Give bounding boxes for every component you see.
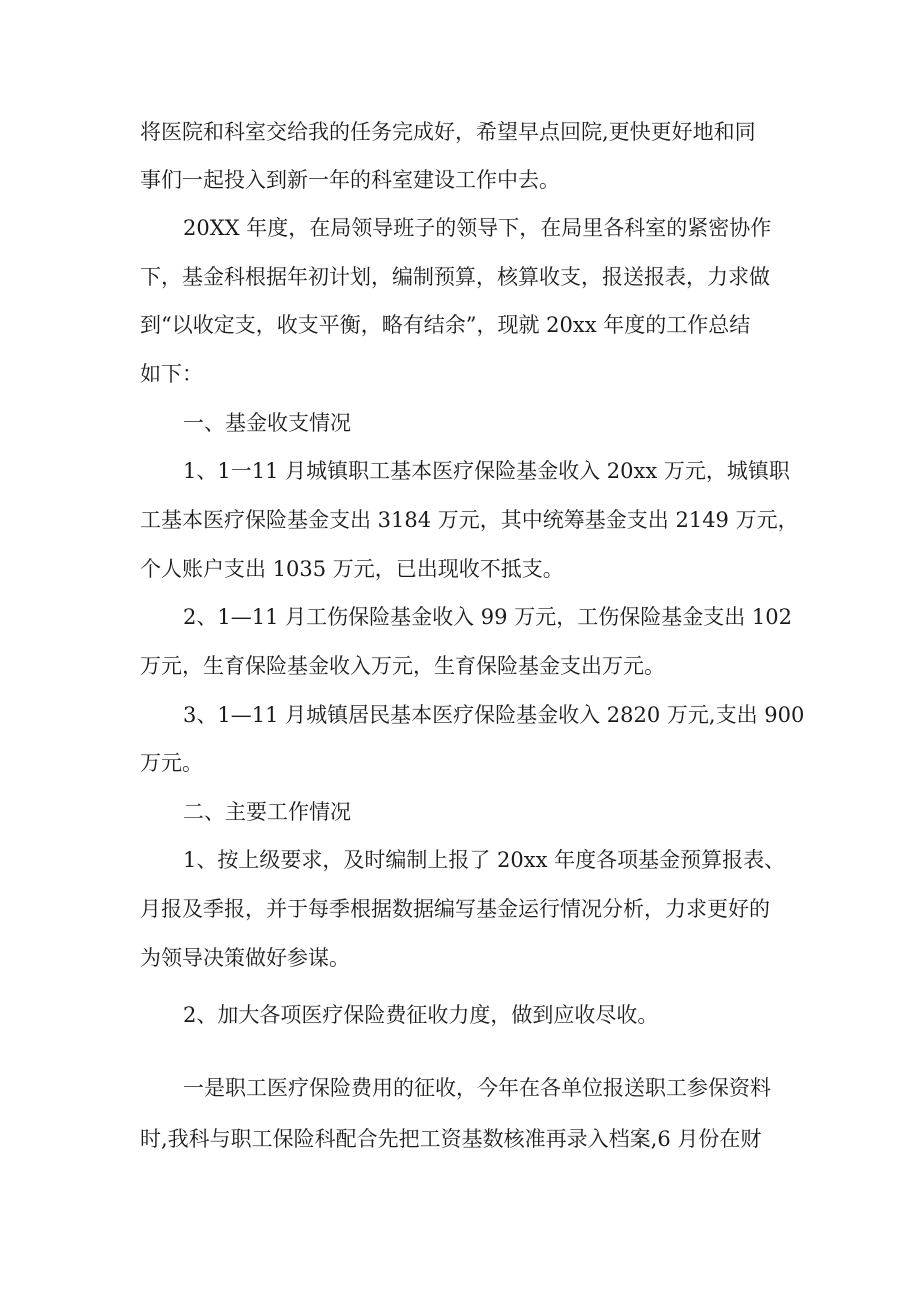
- text-line: 2、加大各项医疗保险费征收力度，做到应收尽收。: [183, 1003, 659, 1027]
- text-line: 一是职工医疗保险费用的征收，今年在各单位报送职工参保资料: [183, 1076, 771, 1100]
- text-line: 万元。: [140, 751, 203, 775]
- text-line: 个人账户支出 1035 万元，已出现收不抵支。: [140, 557, 564, 581]
- text-line: 时,我科与职工保险科配合先把工资基数核准再录入档案,6 月份在财: [140, 1127, 762, 1151]
- section-heading: 二、主要工作情况: [183, 800, 351, 824]
- text-line: 3、1—11 月城镇居民基本医疗保险基金收入 2820 万元,支出 900: [183, 703, 805, 727]
- text-line: 将医院和科室交给我的任务完成好，希望早点回院,更快更好地和同: [140, 120, 756, 144]
- text-line: 万元，生育保险基金收入万元，生育保险基金支出万元。: [140, 654, 665, 678]
- text-line: 2、1—11 月工伤保险基金收入 99 万元，工伤保险基金支出 102: [183, 605, 792, 629]
- text-line: 20XX 年度，在局领导班子的领导下，在局里各科室的紧密协作: [183, 216, 772, 240]
- text-line: 工基本医疗保险基金支出 3184 万元，其中统筹基金支出 2149 万元，: [140, 508, 799, 532]
- section-heading: 一、基金收支情况: [183, 411, 351, 435]
- text-line: 如下：: [140, 362, 203, 386]
- text-line: 为领导决策做好参谋。: [140, 946, 350, 970]
- text-line: 到“以收定支，收支平衡，略有结余”，现就 20xx 年度的工作总结: [140, 313, 751, 337]
- text-line: 1、1一11 月城镇职工基本医疗保险基金收入 20xx 万元，城镇职: [183, 459, 790, 483]
- text-line: 1、按上级要求，及时编制上报了 20xx 年度各项基金预算报表、: [183, 848, 786, 872]
- text-line: 事们一起投入到新一年的科室建设工作中去。: [140, 168, 560, 192]
- text-line: 下，基金科根据年初计划，编制预算，核算收支，报送报表，力求做: [140, 265, 770, 289]
- text-line: 月报及季报，并于每季根据数据编写基金运行情况分析，力求更好的: [140, 897, 770, 921]
